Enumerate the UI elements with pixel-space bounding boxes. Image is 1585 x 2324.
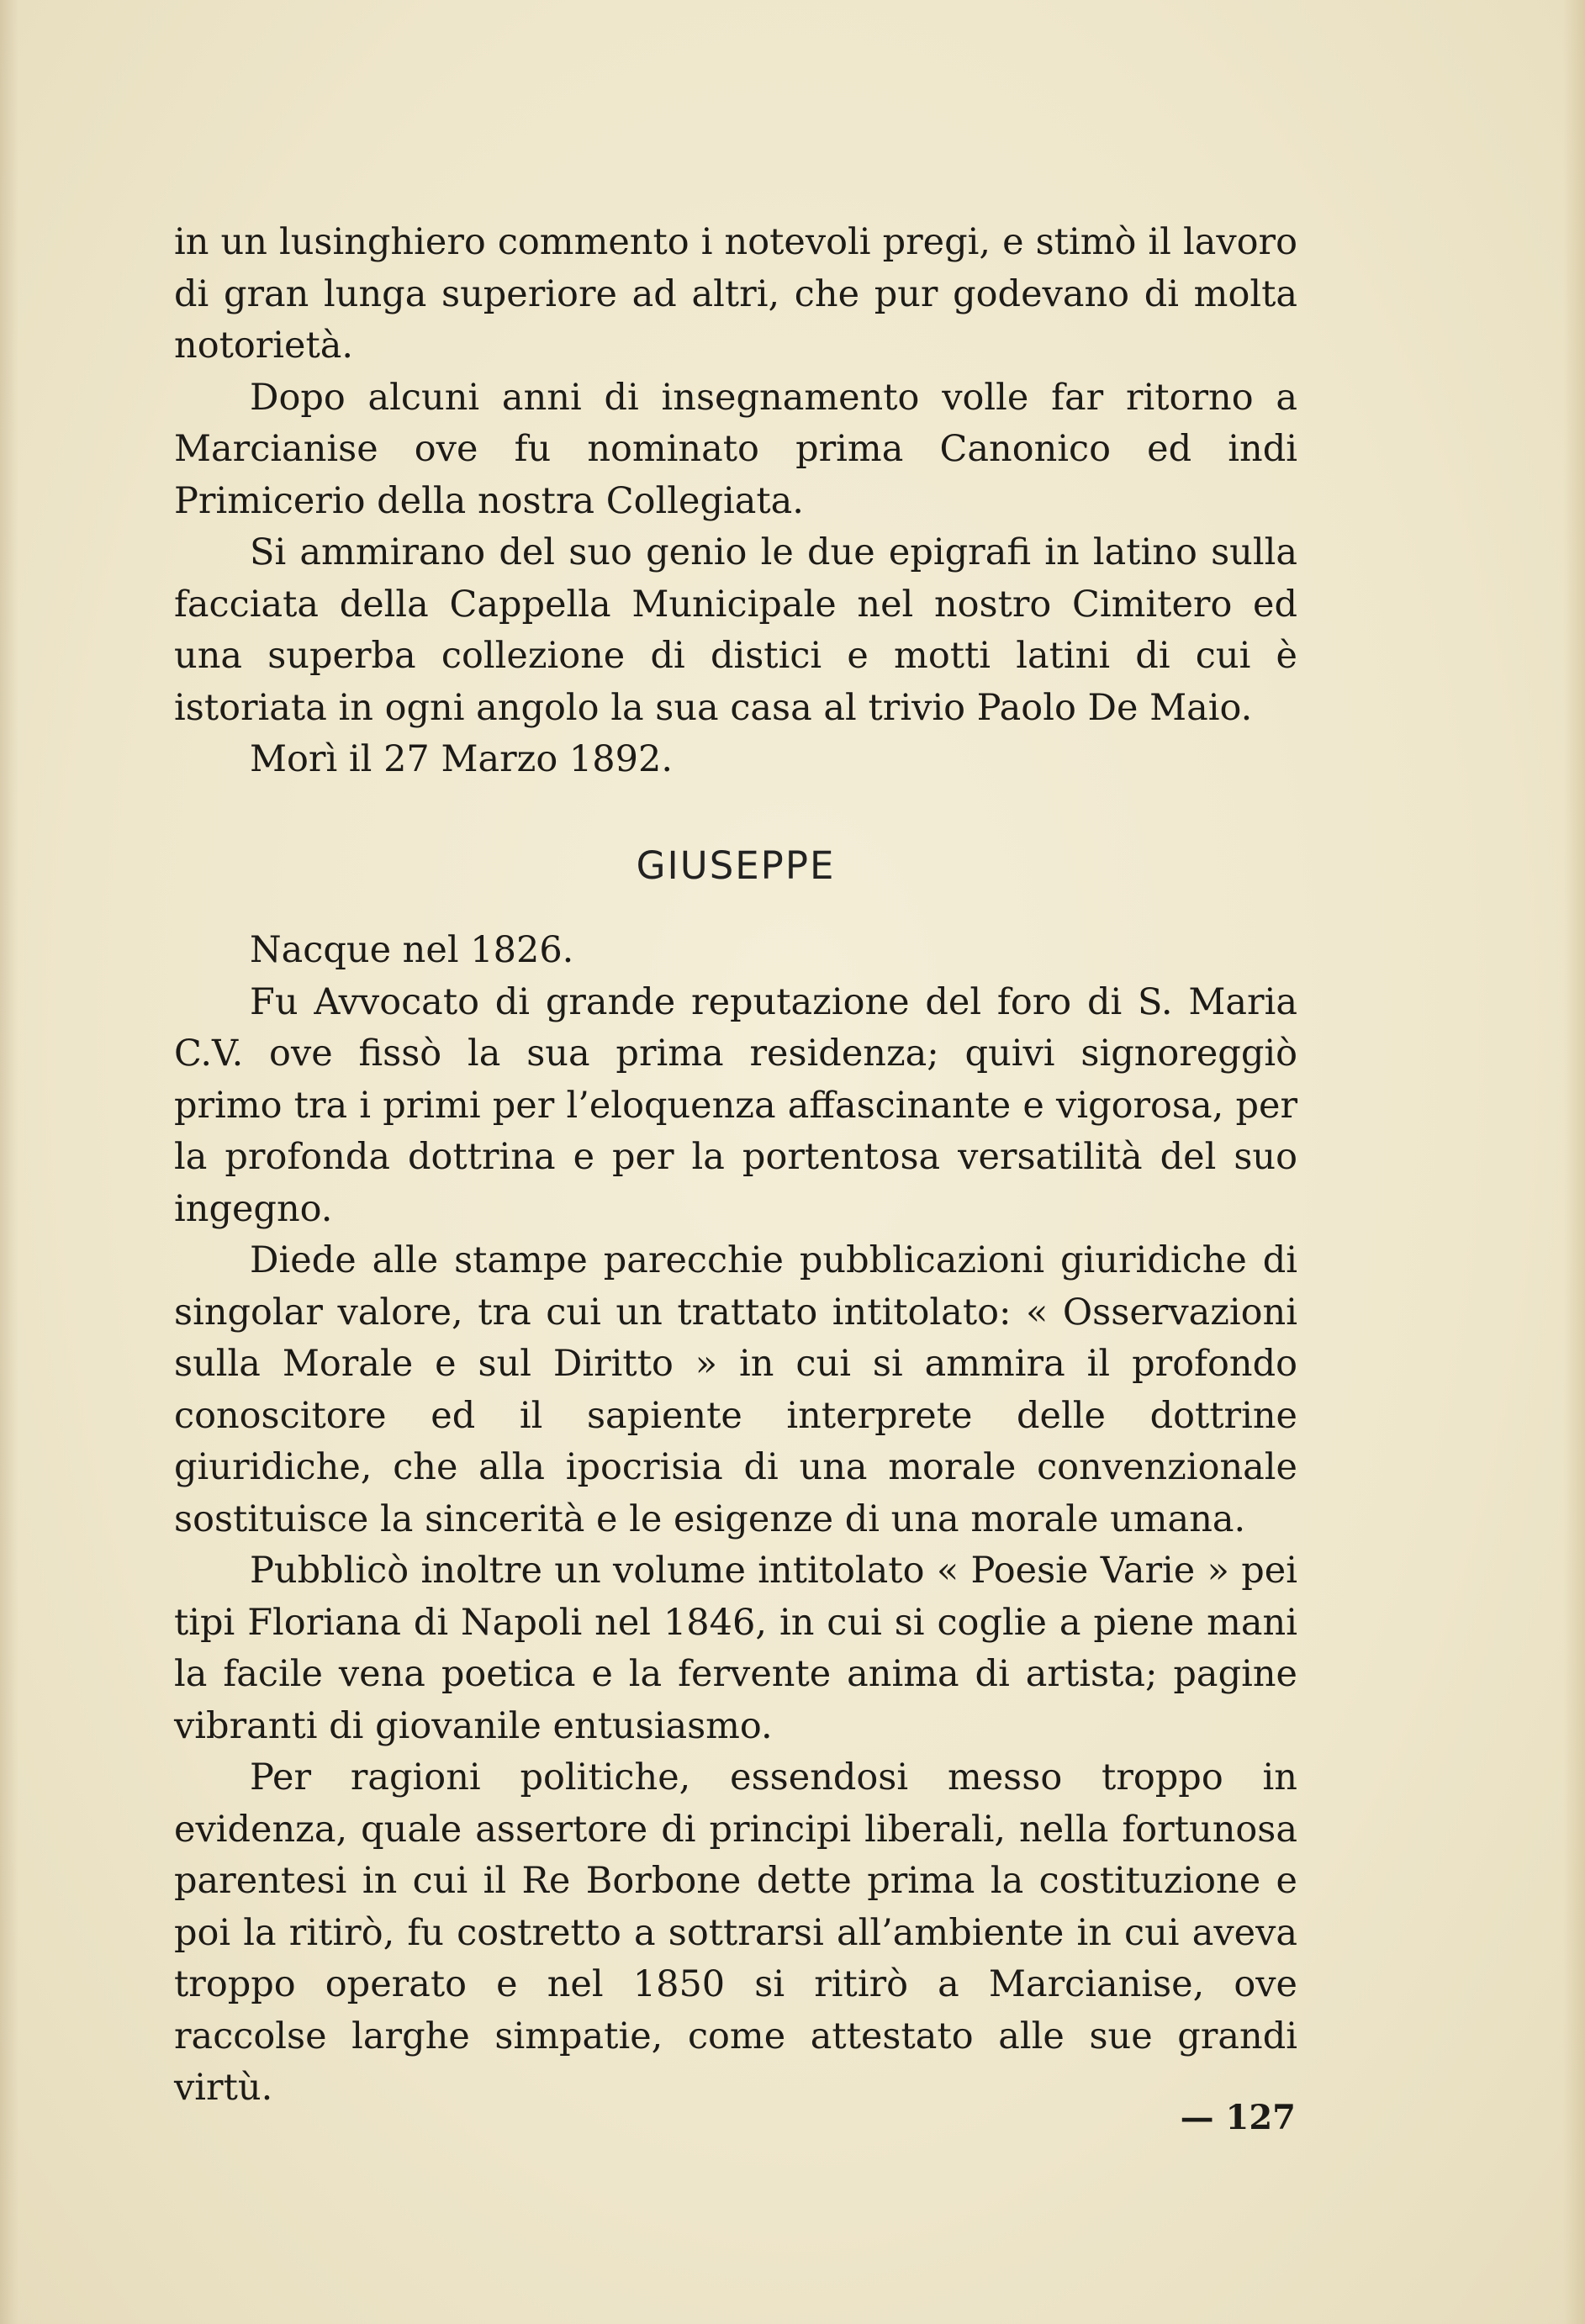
paragraph-death-date: Morì il 27 Marzo 1892. (250, 738, 673, 780)
paragraph: Diede alle stampe parecchie pubblicazioni giuridiche di singolar valore, tra cui un trattato intitolato: « Osservazioni sulla Morale e sul Diritto » in cui si ammira il profondo conoscitore ed il sapiente interprete delle dottrine giuridiche, che alla ipocrisia di una morale convenzionale sostituisce la sincerità e le esigenze di una morale umana. (174, 1239, 1297, 1540)
paragraph: Si ammirano del suo genio le due epigrafi in latino sulla facciata della Cappella Municipale nel nostro Cimitero ed una superba collezione di distici e motti latini di cui è istoriata in ogni angolo la sua casa al trivio Paolo De Maio. (174, 531, 1297, 729)
text-column (174, 217, 1297, 2115)
paragraph-continuation: in un lusinghiero commento i notevoli pregi, e stimò il lavoro di gran lunga superiore ad altri, che pur godevano di molta notorietà. (174, 221, 1297, 367)
section-heading: GIUSEPPE (636, 842, 836, 888)
paragraph: Fu Avvocato di grande reputazione del foro di S. Maria C.V. ove fissò la sua prima residenza; quivi signoreggiò primo tra i primi per l’eloquenza affascinante e vigorosa, per la profonda dottrina e per la portentosa versatilità del suo ingegno. (174, 980, 1297, 1230)
paragraph: Per ragioni politiche, essendosi messo troppo in evidenza, quale assertore di principi liberali, nella fortunosa parentesi in cui il Re Borbone dette prima la costituzione e poi la ritirò, fu costretto a sottrarsi all’ambiente in cui aveva troppo operato e nel 1850 si ritirò a Marcianise, ove raccolse larghe simpatie, come attestato alle sue grandi virtù. (174, 1756, 1297, 2109)
paragraph-birth-date: Nacque nel 1826. (250, 929, 574, 971)
page-edge-right (1563, 0, 1585, 2324)
paragraph: Dopo alcuni anni di insegnamento volle far ritorno a Marcianise ove fu nominato prima Canonico ed indi Primicerio della nostra Collegiata. (174, 376, 1297, 522)
page-number: — 127 (1180, 2098, 1296, 2137)
paragraph: Pubblicò inoltre un volume intitolato « Poesie Varie » pei tipi Floriana di Napoli nel 1846, in cui si coglie a piene mani la facile vena poetica e la fervente anima di artista; pagine vibranti di giovanile entusiasmo. (174, 1550, 1297, 1747)
page-edge-left (0, 0, 18, 2324)
